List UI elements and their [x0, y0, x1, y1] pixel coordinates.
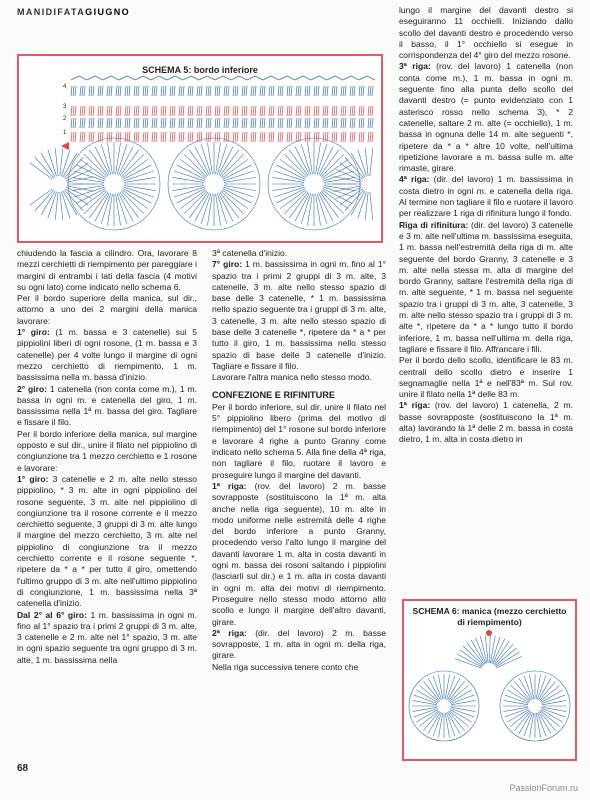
- schema-5-title: SCHEMA 5: bordo inferiore: [142, 65, 258, 75]
- paragraph: Per il bordo superiore della manica, sul dir., attorno a uno dei 2 margini della manica lavorare:: [17, 293, 197, 326]
- paragraph: 1ª riga: (rov. del lavoro) 1 catenella, 2 m. basse sovrapposte (sostituiscono la 1ª m. alta) lavorando la 1ª delle 2 m. bassa in costa dietro, 1 m. alta in costa dietro in: [399, 400, 573, 445]
- section-heading: CONFEZIONE E RIFINITURE: [212, 389, 336, 400]
- paragraph: Per il bordo inferiore della manica, sul margine opposto e sul dir., unire il filato nel pippiolino di congiunzione tra 1 mezzo cerchietto e 1 rosone e lavorare:: [17, 428, 197, 473]
- paragraph: 2° giro: 1 catenella (non conta come m.), 1 m. bassa in ogni m. e catenella del giro, 1 m. bassissima nella 1ª m. bassa del giro. Tagliare e fissare il filo.: [17, 383, 197, 428]
- paragraph: Per il bordo dello scollo, identificare le 83 m. centrali dello scollo dietro e inserire 1 segnamaglie nella 1ª e nell'83ª m. Sul rov. unire il filato nella 1ª delle 83 m.: [399, 355, 573, 400]
- paragraph: lungo il margine del davanti destro si eseguiranno 11 occhielli. Iniziando dallo scollo del davanti destro e procedendo verso il basso, il 1° occhiello si esegue in corrispondenza del 4° giro del mezzo rosone.: [399, 5, 573, 61]
- row-label-2: 2: [63, 116, 67, 122]
- paragraph: Nella riga successiva tenere conto che: [212, 661, 359, 672]
- paragraph: 1° giro: 3 catenelle e 2 m. alte nello stesso pippiolino, * 3 m. alte in ogni pippiolino del rosone seguente, 3 m. alte nel pippiolino di congiunzione tra il rosone corrente e il mezzo cerchietto seguente, 3 gruppi di 3 m. alte lungo il margine del mezzo cerchietto, 3 m. alte nel pippiolino di congiunzione tra il mezzo cerchietto corrente e il rosone seguente *, ripetere da * a * per tutto il giro, omettendo l'ultimo gruppo di 3 m. alte nell'ultimo pippiolino di congiunzione, 1 m. bassissima nella 3ª catenella d'inizio.: [17, 473, 197, 609]
- row-label-1: 1: [63, 130, 67, 136]
- watermark: PassionForum.ru: [509, 783, 578, 793]
- paragraph: Lavorare l'altra manica nello stesso modo.: [212, 372, 372, 383]
- paragraph: 3ª riga: (rov. del lavoro) 1 catenella (non conta come m.), 1 m. bassa in ogni m. seguente fino alla punta dello scollo del davanti destro (= punto evidenziato con 1 asterisco rosso nello schema 3), * 2 catenelle, saltare 2 m. alte (= occhiello), 1 m. bassa in ognuna delle 14 m. alte seguenti *, ripetere da * a * altre 10 volte, nell'ultima ripetizione lavorare a m. bassa sulle m. alte rimaste, girare.: [399, 61, 573, 174]
- paragraph: 1ª riga: (rov. del lavoro) 2 m. basse sovrapposte (sostituiscono la 1ª m. alta anche nella riga seguente), 10 m. alte in modo uniforme nelle estremità delle 4 righe del bordo inferiore a punto Granny, procedendo verso l'alto lungo il margine del davanti lavorare 1 m. alta in costa davanti in ogni m. bassa dei rosoni saltando i pippiolini (lasciarli sul dir.) e 1 m. alta in costa davanti in ogni m. alta dei motivi di riempimento. Proseguire nello stesso modo attorno allo scollo e lungo il margine dell'altro davanti, girare.: [212, 480, 386, 627]
- paragraph: chiudendo la fascia a cilindro. Ora, lavorare 8 mezzi cerchietti di riempimento per pareggiare i margini di entrambi i lati della fascia (4 motivi su ogni lato) come indicato nello schema 6.: [17, 248, 197, 292]
- column-1: [17, 248, 197, 666]
- paragraph: Dal 2° al 6° giro: 1 m. bassissima in ogni m. fino al 1° spazio tra i primi 2 gruppi di 3 m. alte, 3 catenelle e 2 m. alte nel 1° spazio, 3 m. alte in ogni spazio seguente tra ogni gruppo di 3 m. alte, 1 m. bassissima nella: [17, 609, 197, 665]
- schema-6-drawing: [404, 601, 575, 759]
- paragraph: Per il bordo inferiore, sul dir. unire il filato nel 5° pippiolino libero (prima del motivo di riempimento) del 1° rosone sul bordo inferiore e lavorare 4 righe a punto Granny come indicato nello schema 5. Alla fine della 4ª riga, non tagliare il filo, ruotare il lavoro e proseguire lungo il margine del davanti.: [212, 401, 386, 480]
- page-number: 68: [17, 763, 29, 774]
- paragraph: 3ª catenella d'inizio.: [212, 248, 288, 258]
- row-label-3: 3: [63, 104, 67, 110]
- schema-6-diagram: [402, 599, 577, 761]
- paragraph: 1° giro: (1 m. bassa e 3 catenelle) sui 5 pippiolini liberi di ogni rosone, (1 m. bassa e 3 catenelle) per 4 volte lungo il margine di ogni mezzo cerchietto di riempimento, 1 m. bassissima nella m. bassa d'inizio.: [17, 327, 197, 383]
- running-header: MANIDIFATAGIUGNO: [17, 7, 131, 17]
- row-label-4: 4: [63, 84, 67, 90]
- paragraph: 7° giro: 1 m. bassissima in ogni m. fino al 1° spazio tra i primi 2 gruppi di 3 m. alte, 3 catenelle, 3 m. alte nello stesso spazio di base delle 3 catenelle, * 1 m. bassissima nello spazio seguente tra i gruppi di 3 m. alte, 3 catenelle, 3 m. alte nello stesso spazio di base delle 3 catenelle *, ripetere da * a * per tutto il giro, 1 m. bassissima nello stesso spazio di base delle 3 catenelle d'inizio. Tagliare e fissare il filo.: [212, 259, 386, 371]
- paragraph: 2ª riga: (dir. del lavoro) 2 m. basse sovrapposte, 1 m. alta in ogni m. della riga, girare.: [212, 627, 386, 661]
- column-2: [212, 248, 386, 673]
- column-3: [399, 5, 573, 446]
- schema-6-title: SCHEMA 6: manica (mezzo cerchietto di riempimento): [412, 606, 567, 627]
- paragraph: Riga di rifinitura: (dir. del lavoro) 3 catenelle e 3 m. alte nell'ultima m. bassissima eseguita, 1 m. bassa nell'estremità della riga di m. alte seguente del bordo Granny, 3 catenelle e 3 m. alte nella stessa m. alta di margine del bordo Granny, saltare l'estremità della riga di m. alte seguente, * 1 m. bassa nel seguente spazio tra i gruppi di 3 m. alte, 3 catenelle, 3 m. alte nello stesso spazio tra i gruppi di 3 m. alte *, ripetere da * a * lungo tutto il bordo inferiore, 1 m. bassa nell'ultima m. della riga, tagliare e fissare il filo. Affrancare i fili.: [399, 219, 573, 354]
- paragraph: 4ª riga: (dir. del lavoro) 1 m. bassissima in costa dietro in ogni m. e catenella della riga. Al termine non tagliare il filo e ruotare il lavoro per realizzare 1 riga di rifinitura lungo il fondo.: [399, 174, 573, 219]
- schema-5-diagram: [17, 54, 383, 243]
- schema-5-drawing: [19, 56, 381, 241]
